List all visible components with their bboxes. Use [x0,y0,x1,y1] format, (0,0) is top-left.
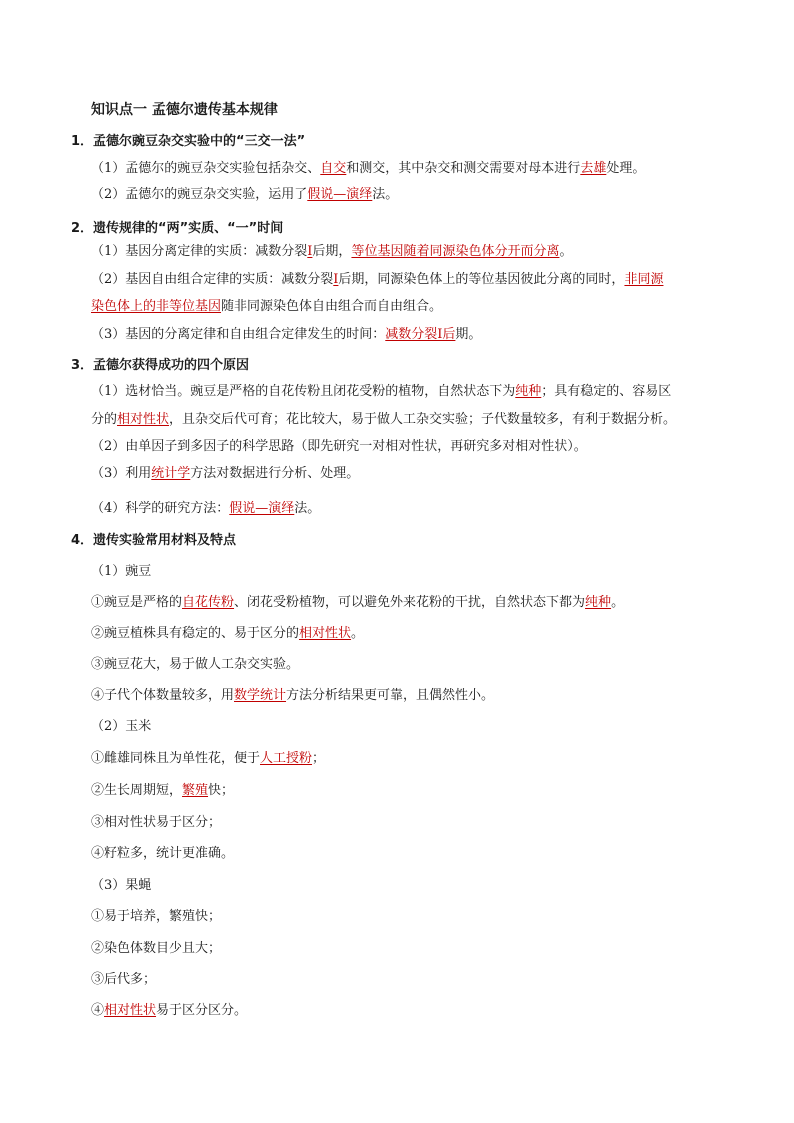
text-segment: 后期，同源染色体上的等位基因彼此分离的同时， [338,272,625,287]
text-segment: 后期， [312,244,352,259]
key-term: 假说—演绎 [307,187,373,202]
text-segment: ①豌豆是严格的 [91,595,183,610]
key-term: 相对性状 [299,626,352,641]
text-segment: （3）果蝇 [91,878,152,893]
page-title: 知识点一 孟德尔遗传基本规律 [91,102,278,118]
section-heading: 1．孟德尔豌豆杂交实验中的“三交一法” [71,134,306,149]
key-term: 自花传粉 [182,595,235,610]
text-segment: （4）科学的研究方法： [91,501,230,516]
text-segment: ②染色体数目少且大； [91,941,222,956]
text-segment: ③后代多； [91,972,157,987]
text-segment: 法。 [372,187,399,202]
section-heading: 4．遗传实验常用材料及特点 [71,533,237,548]
text-segment: ③相对性状易于区分； [91,815,222,830]
text-line [91,625,364,643]
text-segment: ④子代个体数量较多，用 [91,688,235,703]
key-term: 染色体上的非等位基因 [91,299,222,314]
key-term: 纯种 [585,595,612,610]
key-term: 自交 [320,161,347,176]
key-term: 去雄 [580,161,607,176]
key-term: 数学统计 [234,688,287,703]
text-line [91,438,587,456]
text-line [91,271,663,289]
text-line [91,845,234,863]
key-term: 纯种 [515,384,542,399]
text-segment: （1）孟德尔的豌豆杂交实验包括杂交、 [91,161,321,176]
text-line [91,160,645,178]
key-term: 繁殖 [182,783,209,798]
text-segment: 法。 [294,501,321,516]
text-segment: 。 [559,244,573,259]
text-line [91,383,671,401]
text-segment: ④籽粒多，统计更准确。 [91,846,235,861]
key-term: 人工授粉 [260,751,313,766]
text-line [91,782,234,800]
text-segment: ②豌豆植株具有稳定的、易于区分的 [91,626,300,641]
text-segment: 快； [208,783,235,798]
text-segment: ；具有稳定的、容易区 [541,384,672,399]
text-segment: （2）由单因子到多因子的科学思路（即先研究一对相对性状，再研究多对相对性状）。 [91,439,587,454]
text-line [91,687,494,705]
text-line [91,718,151,736]
text-segment: （1）选材恰当。豌豆是严格的自花传粉且闭花受粉的植物，自然状态下为 [91,384,516,399]
text-line [91,877,151,895]
section-heading: 2．遗传规律的“两”实质、“一”时间 [71,221,284,236]
text-segment: ②生长周期短， [91,783,183,798]
text-line [91,243,572,261]
text-line [91,563,151,581]
text-segment: 分的 [91,412,118,427]
text-line [91,750,325,768]
text-line [91,411,676,429]
text-segment: （2）孟德尔的豌豆杂交实验，运用了 [91,187,308,202]
key-term: Ⅰ [307,244,313,259]
text-segment: ①雌雄同株且为单性花，便于 [91,751,261,766]
text-segment: 随非同源染色体自由组合而自由组合。 [221,299,443,314]
text-segment: 和测交，其中杂交和测交需要对母本进行 [346,161,581,176]
text-line [91,326,481,344]
text-segment: 易于区分区分。 [156,1003,248,1018]
text-line [91,814,221,832]
key-term: 等位基因随着同源染色体分开而分离 [351,244,560,259]
key-term: 减数分裂Ⅰ后 [385,327,456,342]
section-heading: 3．孟德尔获得成功的四个原因 [71,358,250,373]
text-line [91,298,442,316]
text-segment: 。 [611,595,625,610]
text-segment: ； [312,751,326,766]
text-line [91,500,320,518]
text-line [91,940,221,958]
text-segment: ③豌豆花大，易于做人工杂交实验。 [91,657,300,672]
text-line [91,594,624,612]
text-line [91,186,398,204]
text-segment: （1）豌豆 [91,564,152,579]
text-segment: 处理。 [606,161,646,176]
key-term: 相对性状 [117,412,170,427]
text-segment: ④ [91,1003,105,1018]
text-segment: ，且杂交后代可育；花比较大，易于做人工杂交实验；子代数量较多，有利于数据分析。 [169,412,677,427]
text-segment: （2）基因自由组合定律的实质：减数分裂 [91,272,334,287]
text-segment: （3）利用 [91,466,152,481]
key-term: 非同源 [624,272,664,287]
text-line [91,656,299,674]
text-segment: 、闭花受粉植物，可以避免外来花粉的干扰，自然状态下都为 [234,595,586,610]
text-segment: （2）玉米 [91,719,152,734]
key-term: 假说—演绎 [229,501,295,516]
text-line [91,1002,247,1020]
text-segment: （1）基因分离定律的实质：减数分裂 [91,244,308,259]
key-term: Ⅰ [333,272,339,287]
text-segment: 期。 [455,327,482,342]
text-segment: 方法对数据进行分析、处理。 [190,466,360,481]
key-term: 相对性状 [104,1003,157,1018]
text-line [91,908,221,926]
text-segment: 。 [351,626,365,641]
key-term: 统计学 [151,466,191,481]
text-segment: 方法分析结果更可靠，且偶然性小。 [286,688,495,703]
text-line [91,971,156,989]
text-segment: ①易于培养，繁殖快； [91,909,222,924]
text-line [91,465,359,483]
text-segment: （3）基因的分离定律和自由组合定律发生的时间： [91,327,386,342]
